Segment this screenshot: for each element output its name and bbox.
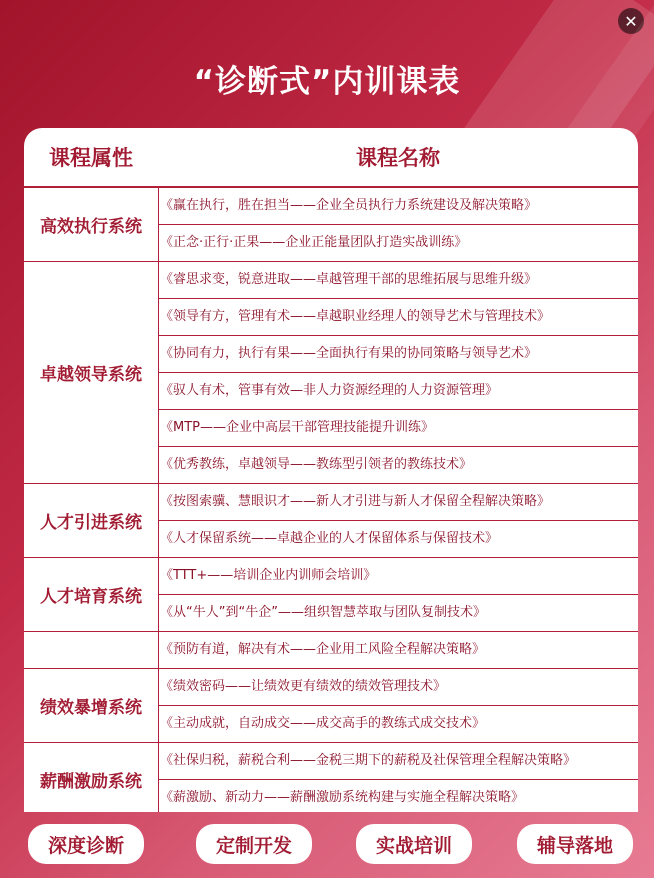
group-talent-introduction [24, 484, 638, 558]
pill-button-practical-training[interactable]: 实战培训 [356, 824, 472, 864]
course-item: 《人才保留系统——卓越企业的人才保留体系与保留技术》 [160, 531, 499, 546]
group-label: 薪酬激励系统 [24, 743, 159, 812]
pill-button-diagnosis[interactable]: 深度诊断 [28, 824, 144, 864]
group-course-list [159, 484, 638, 557]
group-course-list [159, 188, 638, 261]
course-item: 《社保归税，薪税合利——金税三期下的薪税及社保管理全程解决策略》 [159, 743, 638, 780]
course-item: 《预防有道，解决有术——企业用工风险全程解决策略》 [160, 642, 486, 657]
course-item: 《从“牛人”到“牛企”——组织智慧萃取与团队复制技术》 [160, 605, 486, 620]
group-course-list [159, 669, 638, 742]
course-item: 《协同有力，执行有果——全面执行有果的协同策略与领导艺术》 [159, 336, 638, 373]
course-item: 《绩效密码——让绩效更有绩效的绩效管理技术》 [159, 669, 638, 706]
pill-button-custom-development[interactable]: 定制开发 [196, 824, 312, 864]
course-item: 《睿思求变，锐意进取——卓越管理干部的思维拓展与思维升级》 [159, 262, 638, 299]
course-item: 《领导有方，管理有术——卓越职业经理人的领导艺术与管理技术》 [159, 299, 638, 336]
service-pill-bar [0, 818, 654, 878]
close-icon[interactable]: ✕ [618, 8, 644, 34]
course-item: 《主动成就，自动成交——成交高手的教练式成交技术》 [160, 716, 486, 731]
group-label [24, 632, 159, 668]
page-title: “诊断式”内训课表 [193, 64, 461, 100]
course-item: 《按图索骥、慧眼识才——新人才引进与新人才保留全程解决策略》 [159, 484, 638, 521]
course-item: 《正念·正行·正果——企业正能量团队打造实战训练》 [160, 235, 468, 250]
course-item: 《驭人有术，管事有效—非人力资源经理的人力资源管理》 [159, 373, 638, 410]
group-label: 人才培育系统 [24, 558, 159, 631]
group-compensation [24, 743, 638, 812]
group-course-list [159, 262, 638, 483]
group-course-list [159, 632, 638, 668]
group-talent-cultivation [24, 558, 638, 632]
group-efficient-execution [24, 188, 638, 262]
course-item: 《优秀教练，卓越领导——教练型引领者的教练技术》 [160, 457, 473, 472]
pill-button-coaching-implementation[interactable]: 辅导落地 [517, 824, 633, 864]
group-label: 卓越领导系统 [24, 262, 159, 483]
course-item: 《TTT+——培训企业内训师会培训》 [159, 558, 638, 595]
group-course-list [159, 558, 638, 631]
group-label: 人才引进系统 [24, 484, 159, 557]
course-item: 《MTP——企业中高层干部管理技能提升训练》 [159, 410, 638, 447]
group-unlabeled [24, 632, 638, 669]
group-performance [24, 669, 638, 743]
course-item: 《赢在执行，胜在担当——企业全员执行力系统建设及解决策略》 [159, 188, 638, 225]
group-label: 高效执行系统 [24, 188, 159, 261]
course-item: 《薪激励、新动力——薪酬激励系统构建与实施全程解决策略》 [160, 790, 525, 805]
group-course-list [159, 743, 638, 812]
header-attribute: 课程属性 [49, 146, 133, 170]
group-leadership [24, 262, 638, 484]
header-name: 课程名称 [356, 146, 440, 170]
table-header [24, 128, 638, 188]
course-table [24, 128, 638, 812]
group-label: 绩效暴增系统 [24, 669, 159, 742]
